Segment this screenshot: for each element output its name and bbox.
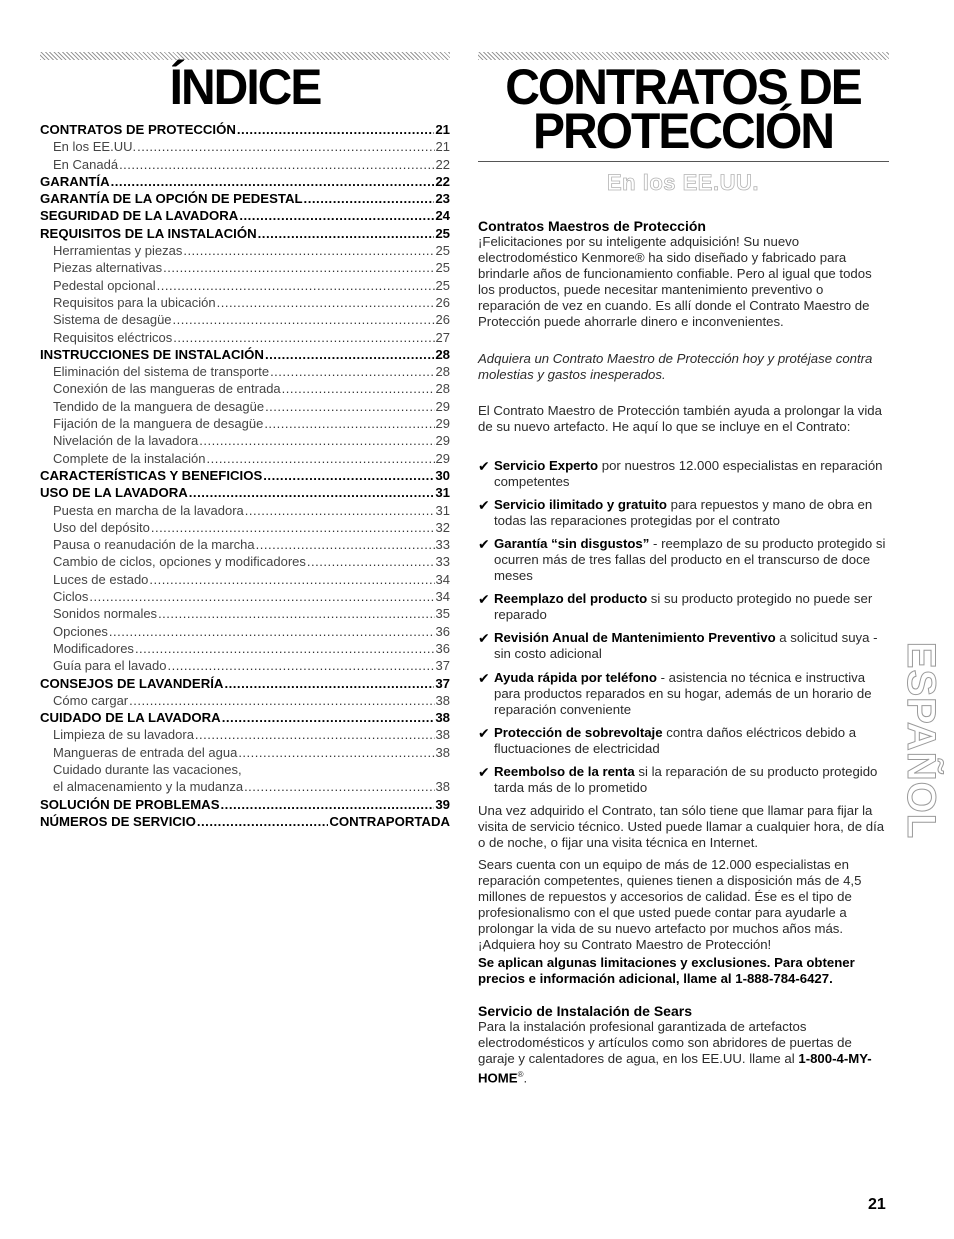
toc-row <box>40 122 450 139</box>
toc-page: 25 <box>435 260 450 276</box>
benefit-item <box>478 630 888 662</box>
bold-note: Se aplican algunas limitaciones y exclusiones. Para obtener precios e información adicional, llame al 1-888-784-6427. <box>478 955 855 986</box>
toc-leader <box>197 814 329 829</box>
checkmark-icon: ✔ <box>478 670 490 686</box>
benefit-name: Reembolso de la renta <box>494 764 635 779</box>
toc-row <box>40 779 450 796</box>
toc-page: 38 <box>435 744 450 760</box>
toc-row <box>40 762 450 779</box>
toc-page: 29 <box>435 398 450 414</box>
benefit-name: Reemplazo del producto <box>494 591 648 606</box>
benefit-description: contra daños eléctricos debido a fluctuaciones de electricidad <box>494 725 857 756</box>
toc-page: 37 <box>435 675 450 691</box>
checkmark-icon: ✔ <box>478 458 490 474</box>
benefit-description: si su producto protegido no puede ser reparado <box>494 591 873 622</box>
toc-page: 25 <box>435 225 450 241</box>
toc-label: Eliminación del sistema de transporte <box>53 364 270 380</box>
para-after-1: Una vez adquirido el Contrato, tan sólo tiene que llamar para fijar la visita de servicio técnico. Usted puede llamar a cualquier hora, de día o de noche, o fijar una visita técnica en Internet. <box>478 803 885 850</box>
benefit-text <box>494 497 888 529</box>
benefit-description: para repuestos y mano de obra en todas las reparaciones protegidas por el contrato <box>494 497 873 528</box>
benefit-text <box>494 536 888 584</box>
toc-label: Cambio de ciclos, opciones y modificadores <box>53 554 306 570</box>
toc-page: 30 <box>435 467 450 483</box>
toc-page: 22 <box>435 156 450 172</box>
toc-row <box>40 693 450 710</box>
toc-page: 28 <box>435 346 450 362</box>
toc-leader <box>282 381 435 396</box>
benefit-text <box>494 630 888 662</box>
section2-end: . <box>523 1070 528 1086</box>
toc-page: 28 <box>435 381 450 397</box>
toc-page: 26 <box>435 312 450 328</box>
table-of-contents <box>40 122 450 831</box>
toc-label: Opciones <box>53 623 108 639</box>
toc-label: Requisitos eléctricos <box>53 329 173 345</box>
toc-leader <box>224 676 434 691</box>
toc-leader <box>245 503 435 518</box>
toc-leader <box>109 624 435 639</box>
toc-leader <box>151 520 435 535</box>
toc-label: Modificadores <box>53 640 134 656</box>
toc-row <box>40 364 450 381</box>
toc-leader <box>173 330 434 345</box>
toc-label: Cómo cargar <box>53 692 129 708</box>
toc-leader <box>263 468 434 483</box>
toc-row <box>40 676 450 693</box>
toc-page: 25 <box>435 243 450 259</box>
toc-page: 31 <box>435 502 450 518</box>
toc-page: 23 <box>435 191 450 207</box>
intro-list: El Contrato Maestro de Protección también ayuda a prolongar la vida de su nuevo artefacto. He aquí lo que se incluye en el Contrato: <box>478 403 882 434</box>
toc-row <box>40 797 450 814</box>
toc-page: 35 <box>435 606 450 622</box>
toc-row <box>40 468 450 485</box>
benefit-name: Protección de sobrevoltaje <box>494 725 663 740</box>
toc-leader <box>173 312 435 327</box>
checkmark-icon: ✔ <box>478 630 490 646</box>
toc-leader <box>258 226 435 241</box>
toc-row <box>40 433 450 450</box>
toc-page: 21 <box>435 139 450 155</box>
install-phone: 1-800-4-MY-HOME <box>478 1051 872 1086</box>
toc-leader <box>167 658 434 673</box>
benefit-description: - reemplazo de su producto protegido si ocurren más de tres fallas del producto en el transcurso de doce meses <box>494 536 886 583</box>
toc-page: 38 <box>435 727 450 743</box>
toc-label: GARANTÍA <box>40 173 110 189</box>
checkmark-icon: ✔ <box>478 725 490 741</box>
toc-leader <box>195 727 435 742</box>
toc-page: 33 <box>435 554 450 570</box>
toc-leader <box>111 174 435 189</box>
toc-leader <box>183 243 434 258</box>
contracts-title-line2: PROTECCIÓN <box>532 103 833 160</box>
toc-row <box>40 191 450 208</box>
toc-page: 22 <box>435 173 450 189</box>
title-divider <box>478 161 889 162</box>
toc-label: CONSEJOS DE LAVANDERÍA <box>40 675 224 691</box>
toc-leader <box>265 399 434 414</box>
toc-row <box>40 226 450 243</box>
section2-body: Para la instalación profesional garantizada de artefactos electrodomésticos y artículos como son abridores de puertas de garaje y calentadores de agua, en los EE.UU. llame al 1-800-4-MY-HOME®. <box>478 1019 872 1086</box>
benefit-text <box>494 458 888 490</box>
toc-page: 29 <box>435 450 450 466</box>
toc-row <box>40 606 450 623</box>
benefit-text <box>494 670 888 718</box>
toc-row <box>40 278 450 295</box>
toc-page: 29 <box>435 433 450 449</box>
benefit-description: a solicitud suya - sin costo adicional <box>494 630 878 661</box>
toc-row <box>40 399 450 416</box>
toc-row <box>40 624 450 641</box>
benefit-item <box>478 591 888 623</box>
toc-page: 36 <box>435 640 450 656</box>
toc-row <box>40 537 450 554</box>
benefit-name: Servicio ilimitado y gratuito <box>494 497 667 512</box>
benefit-item <box>478 725 888 757</box>
toc-label: SOLUCIÓN DE PROBLEMAS <box>40 796 220 812</box>
toc-row <box>40 139 450 156</box>
toc-row <box>40 451 450 468</box>
benefit-name: Garantía “sin disgustos” <box>494 536 650 551</box>
toc-label: Ciclos <box>53 589 89 605</box>
toc-leader <box>265 347 434 362</box>
toc-label: Mangueras de entrada del agua <box>53 744 238 760</box>
toc-row <box>40 208 450 225</box>
toc-leader <box>89 589 434 604</box>
toc-row <box>40 243 450 260</box>
toc-row <box>40 727 450 744</box>
para-after-2: Sears cuenta con un equipo de más de 12.000 especialistas en reparación competentes, quienes tienen a disposición más de 4,5 millones de repuestos y accesorios de calidad. Ése es el tipo de profesionalismo con el que usted puede contar para ayudarle a prolongar la vida de su nuevo artefacto por muchos años más. ¡Adquiera hoy su Contrato Maestro de Protección! <box>478 857 862 952</box>
toc-label: Complete de la instalación <box>53 450 206 466</box>
toc-page: 24 <box>435 208 450 224</box>
toc-leader <box>270 364 434 379</box>
toc-label: Conexión de las mangueras de entrada <box>53 381 281 397</box>
index-title: ÍNDICE <box>169 59 321 116</box>
toc-label: Pausa o reanudación de la marcha <box>53 537 255 553</box>
page-number: 21 <box>868 1196 886 1213</box>
toc-page: 27 <box>435 329 450 345</box>
checkmark-icon: ✔ <box>478 497 490 513</box>
toc-page: 37 <box>435 658 450 674</box>
section1-heading: Contratos Maestros de Protección <box>478 218 706 234</box>
toc-label: CONTRATOS DE PROTECCIÓN <box>40 122 236 137</box>
toc-label: Herramientas y piezas <box>53 243 183 259</box>
toc-page: 21 <box>435 122 450 137</box>
toc-page: 26 <box>435 294 450 310</box>
toc-row <box>40 641 450 658</box>
toc-row <box>40 589 450 606</box>
toc-label: Uso del depósito <box>53 519 150 535</box>
section1 <box>478 218 888 330</box>
toc-row <box>40 260 450 277</box>
benefit-description: - asistencia no técnica e instructiva para productos reparados en su hogar, además de un horario de reparación conveniente <box>494 670 872 717</box>
toc-row <box>40 503 450 520</box>
benefit-text <box>494 591 888 623</box>
toc-label: Cuidado durante las vacaciones, <box>53 761 242 777</box>
toc-page: 32 <box>435 519 450 535</box>
toc-leader <box>264 416 434 431</box>
toc-leader <box>244 779 434 794</box>
toc-page: 34 <box>435 589 450 605</box>
toc-page: 31 <box>435 485 450 501</box>
toc-label: SEGURIDAD DE LA LAVADORA <box>40 208 239 224</box>
section1-body: ¡Felicitaciones por su inteligente adquisición! Su nuevo electrodoméstico Kenmore® ha sido diseñado y fabricado para brindarle años de funcionamiento confiable. Pero al igual que todos los productos, puede necesitar mantenimiento preventivo o reparación de vez en cuando. Es allí donde el Contrato Maestro de Protección puede ahorrarle dinero e inconvenientes. <box>478 234 872 329</box>
toc-leader <box>158 606 434 621</box>
toc-label: Luces de estado <box>53 571 149 587</box>
benefit-item <box>478 497 888 529</box>
toc-leader <box>199 433 434 448</box>
toc-label: Limpieza de su lavadora <box>53 727 194 743</box>
toc-label: Pedestal opcional <box>53 277 156 293</box>
toc-label: Sonidos normales <box>53 606 158 622</box>
toc-row <box>40 572 450 589</box>
registered-mark: ® <box>517 1070 524 1079</box>
toc-leader <box>157 278 435 293</box>
benefit-item <box>478 458 888 490</box>
toc-row <box>40 330 450 347</box>
toc-row <box>40 814 450 831</box>
benefit-text <box>494 725 888 757</box>
toc-label: Sistema de desagüe <box>53 312 172 328</box>
toc-page: 38 <box>435 692 450 708</box>
toc-page: 34 <box>435 571 450 587</box>
toc-leader <box>137 139 434 154</box>
toc-row <box>40 347 450 364</box>
toc-row <box>40 745 450 762</box>
toc-page: 38 <box>435 710 450 726</box>
checkmark-icon: ✔ <box>478 536 490 552</box>
toc-leader <box>304 191 435 206</box>
benefit-text <box>494 764 888 796</box>
benefit-description: por nuestros 12.000 especialistas en reparación competentes <box>494 458 883 489</box>
benefit-name: Revisión Anual de Mantenimiento Preventivo <box>494 630 776 645</box>
checkmark-icon: ✔ <box>478 764 490 780</box>
toc-label: REQUISITOS DE LA INSTALACIÓN <box>40 225 257 241</box>
toc-leader <box>239 208 434 223</box>
toc-row <box>40 381 450 398</box>
toc-label: CUIDADO DE LA LAVADORA <box>40 710 221 726</box>
toc-leader <box>206 451 434 466</box>
toc-row <box>40 520 450 537</box>
toc-leader <box>129 693 434 708</box>
toc-label: INSTRUCCIONES DE INSTALACIÓN <box>40 346 264 362</box>
toc-row <box>40 485 450 502</box>
toc-row <box>40 416 450 433</box>
toc-leader <box>119 157 434 172</box>
toc-row <box>40 710 450 727</box>
toc-row <box>40 157 450 174</box>
toc-label: el almacenamiento y la mudanza <box>53 779 244 795</box>
toc-label: GARANTÍA DE LA OPCIÓN DE PEDESTAL <box>40 191 303 207</box>
toc-page: 29 <box>435 416 450 432</box>
toc-page: 38 <box>435 779 450 795</box>
benefit-name: Servicio Experto <box>494 458 599 473</box>
toc-leader <box>221 797 435 812</box>
benefit-name: Ayuda rápida por teléfono <box>494 670 657 685</box>
italic-note: Adquiera un Contrato Maestro de Protección hoy y protéjase contra molestias y gastos inesperados. <box>478 351 873 382</box>
toc-row <box>40 554 450 571</box>
toc-leader <box>149 572 434 587</box>
toc-leader <box>189 485 435 500</box>
toc-row <box>40 658 450 675</box>
toc-label: Piezas alternativas <box>53 260 163 276</box>
toc-label: Puesta en marcha de la lavadora <box>53 502 244 518</box>
checkmark-icon: ✔ <box>478 591 490 607</box>
toc-leader <box>163 260 434 275</box>
toc-page: 33 <box>435 537 450 553</box>
toc-label: En los EE.UU. <box>53 139 137 155</box>
toc-leader <box>238 745 434 760</box>
toc-row <box>40 174 450 191</box>
contracts-title-line1: CONTRATOS DE <box>505 59 861 116</box>
toc-label: Guía para el lavado <box>53 658 167 674</box>
benefit-item <box>478 764 888 796</box>
toc-label: CARACTERÍSTICAS Y BENEFICIOS <box>40 467 263 483</box>
toc-label: Fijación de la manguera de desagüe <box>53 416 264 432</box>
toc-label: NÚMEROS DE SERVICIO <box>40 813 196 829</box>
toc-label: Tendido de la manguera de desagüe <box>53 398 265 414</box>
toc-row <box>40 295 450 312</box>
benefit-item <box>478 670 888 718</box>
toc-page: CONTRAPORTADA <box>329 813 450 829</box>
toc-page: 39 <box>435 796 450 812</box>
section2 <box>478 1003 888 1086</box>
toc-page: 28 <box>435 364 450 380</box>
benefit-description: si la reparación de su producto protegido tarda más de lo prometido <box>494 764 878 795</box>
toc-page: 36 <box>435 623 450 639</box>
benefit-item <box>478 536 888 584</box>
toc-leader <box>307 554 435 569</box>
toc-label: En Canadá <box>53 156 119 172</box>
toc-leader <box>135 641 435 656</box>
toc-leader <box>222 710 435 725</box>
toc-label: USO DE LA LAVADORA <box>40 485 188 501</box>
toc-leader <box>217 295 435 310</box>
language-tab <box>899 641 944 839</box>
toc-leader <box>237 122 434 137</box>
toc-label: Nivelación de la lavadora <box>53 433 199 449</box>
language-tab-label: ESPAÑOL <box>899 641 944 839</box>
toc-page: 25 <box>435 277 450 293</box>
toc-row <box>40 312 450 329</box>
section2-heading: Servicio de Instalación de Sears <box>478 1003 692 1019</box>
subhead-usa: En los EE.UU. <box>607 170 759 195</box>
toc-label: Requisitos para la ubicación <box>53 294 216 310</box>
toc-leader <box>256 537 435 552</box>
